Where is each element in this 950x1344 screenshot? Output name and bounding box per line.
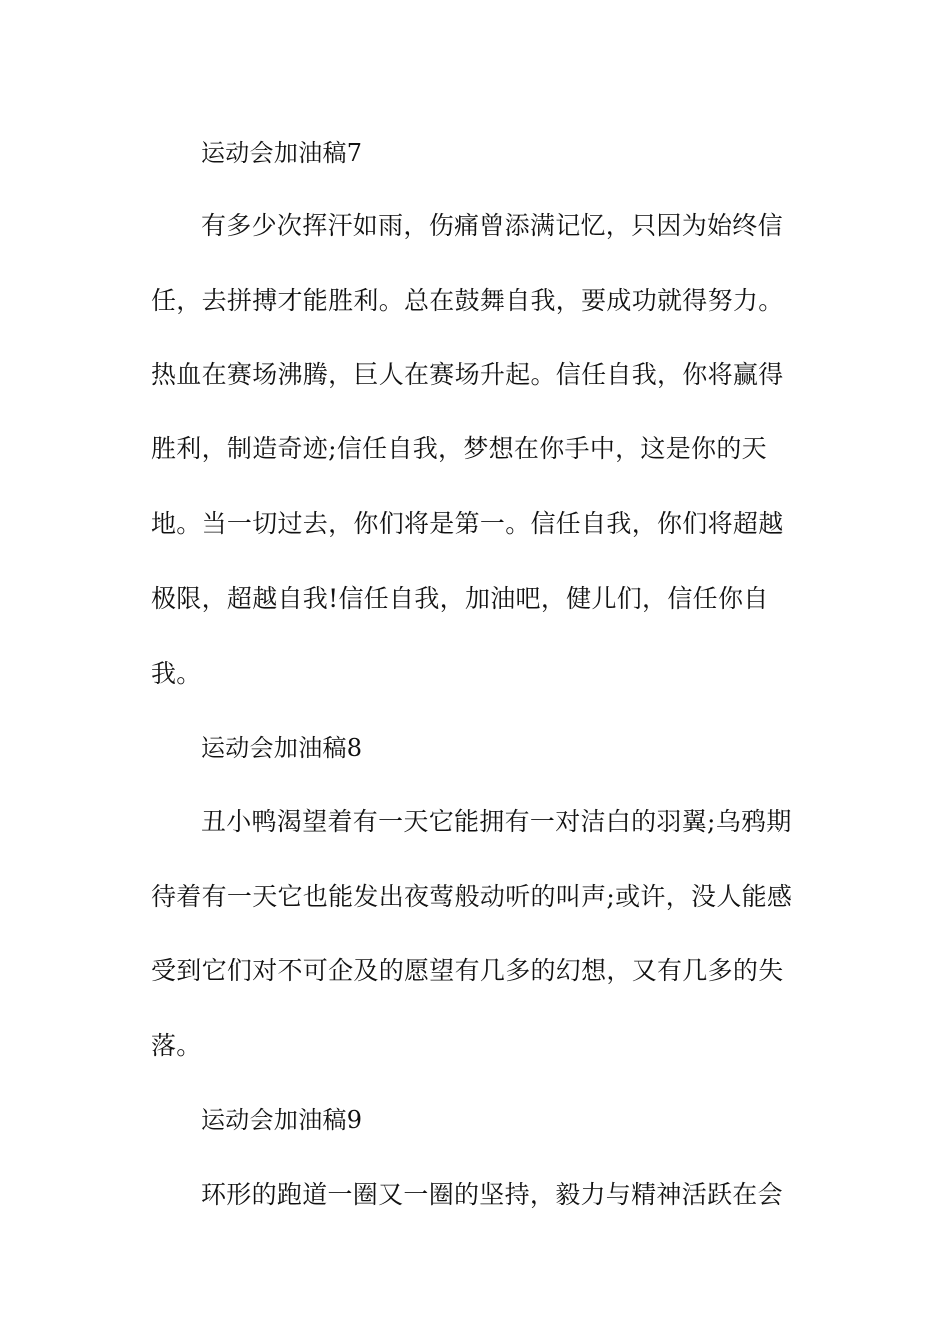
- paragraph-line: 胜利，制造奇迹;信任自我，梦想在你手中，这是你的天: [151, 434, 767, 463]
- section-heading: 运动会加油稿9: [201, 1106, 363, 1134]
- paragraph-line: 极限，超越自我!信任自我，加油吧，健儿们，信任你自: [151, 584, 769, 613]
- paragraph-line: 任，去拼搏才能胜利。总在鼓舞自我，要成功就得努力。: [151, 286, 784, 315]
- paragraph-line: 有多少次挥汗如雨，伤痛曾添满记忆，只因为始终信: [201, 211, 783, 240]
- section-heading: 运动会加油稿7: [201, 139, 363, 167]
- paragraph-line: 受到它们对不可企及的愿望有几多的幻想，又有几多的失: [151, 956, 784, 985]
- section-heading: 运动会加油稿8: [201, 734, 363, 762]
- paragraph-line: 丑小鸭渴望着有一天它能拥有一对洁白的羽翼;乌鸦期: [201, 807, 792, 836]
- paragraph-line: 落。: [151, 1031, 202, 1060]
- paragraph-line: 地。当一切过去，你们将是第一。信任自我，你们将超越: [151, 509, 784, 538]
- paragraph-line: 环形的跑道一圈又一圈的坚持，毅力与精神活跃在会: [201, 1180, 783, 1209]
- paragraph-line: 待着有一天它也能发出夜莺般动听的叫声;或许，没人能感: [151, 882, 793, 911]
- paragraph-line: 我。: [151, 659, 202, 688]
- paragraph-line: 热血在赛场沸腾，巨人在赛场升起。信任自我，你将赢得: [151, 360, 784, 389]
